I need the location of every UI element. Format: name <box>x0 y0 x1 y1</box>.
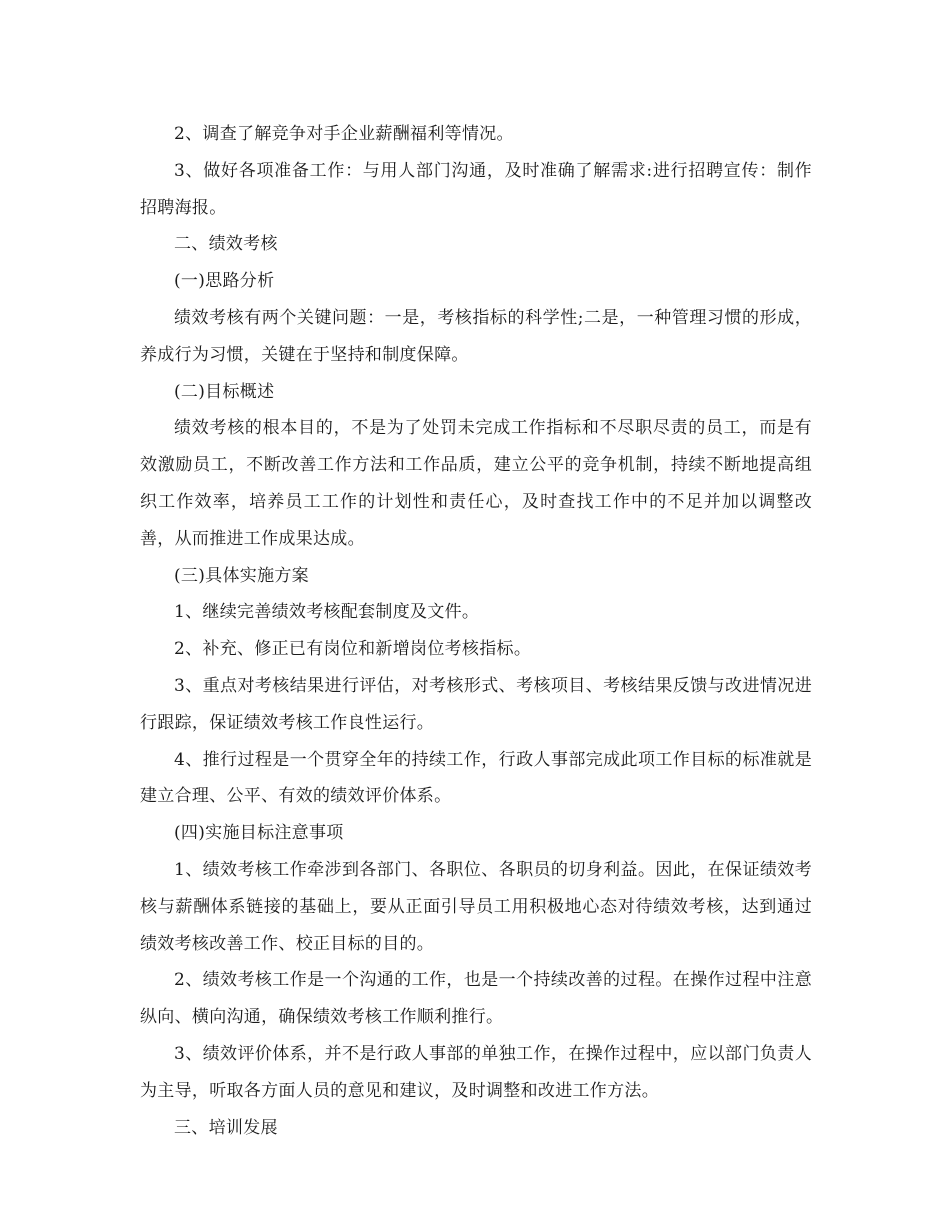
subsection-heading-notes: (四)实施目标注意事项 <box>174 823 344 844</box>
paragraph-impl-item-3: 3、重点对考核结果进行评估，对考核形式、考核项目、考核结果反馈与改进情况进行跟踪，保证绩效考核工作良性运行。 <box>140 675 812 733</box>
paragraph-impl-item-2: 2、补充、修正已有岗位和新增岗位考核指标。 <box>174 639 532 660</box>
subsection-heading-analysis: (一)思路分析 <box>174 271 275 292</box>
paragraph-impl-item-4: 4、推行过程是一个贯穿全年的持续工作，行政人事部完成此项工作目标的标准就是建立合理、公平、有效的绩效评价体系。 <box>140 749 812 807</box>
document-body <box>140 116 812 1146</box>
paragraph-notes-item-2: 2、绩效考核工作是一个沟通的工作，也是一个持续改善的过程。在操作过程中注意纵向、横向沟通，确保绩效考核工作顺利推行。 <box>140 970 812 1028</box>
paragraph-item-2-competitor-survey: 2、调查了解竞争对手企业薪酬福利等情况。 <box>174 124 514 144</box>
paragraph-fundamental-purpose: 绩效考核的根本目的，不是为了处罚未完成工作指标和不尽职尽责的员工，而是有效激励员工，不断改善工作方法和工作品质，建立公平的竞争机制，持续不断地提高组织工作效率，培养员工工作的计划性和责任心，及时查找工作中的不足并加以调整改善，从而推进工作成果达成。 <box>140 418 812 549</box>
paragraph-notes-item-3: 3、绩效评价体系，并不是行政人事部的单独工作，在操作过程中，应以部门负责人为主导，听取各方面人员的意见和建议，及时调整和改进工作方法。 <box>140 1043 812 1101</box>
paragraph-item-3-preparation: 3、做好各项准备工作：与用人部门沟通，及时准确了解需求:进行招聘宣传：制作招聘海报。 <box>140 160 812 218</box>
paragraph-notes-item-1: 1、绩效考核工作牵涉到各部门、各职位、各职员的切身利益。因此，在保证绩效考核与薪酬体系链接的基础上，要从正面引导员工用积极地心态对待绩效考核，达到通过绩效考核改善工作、校正目标的目的。 <box>140 859 812 954</box>
section-heading-training: 三、培训发展 <box>174 1117 278 1138</box>
subsection-heading-goal-overview: (二)目标概述 <box>174 381 275 402</box>
paragraph-impl-item-1: 1、继续完善绩效考核配套制度及文件。 <box>174 602 480 623</box>
subsection-heading-implementation: (三)具体实施方案 <box>174 565 309 586</box>
paragraph-key-issues: 绩效考核有两个关键问题：一是，考核指标的科学性;二是，一种管理习惯的形成，养成行为习惯，关键在于坚持和制度保障。 <box>140 307 812 365</box>
section-heading-performance: 二、绩效考核 <box>174 234 278 255</box>
